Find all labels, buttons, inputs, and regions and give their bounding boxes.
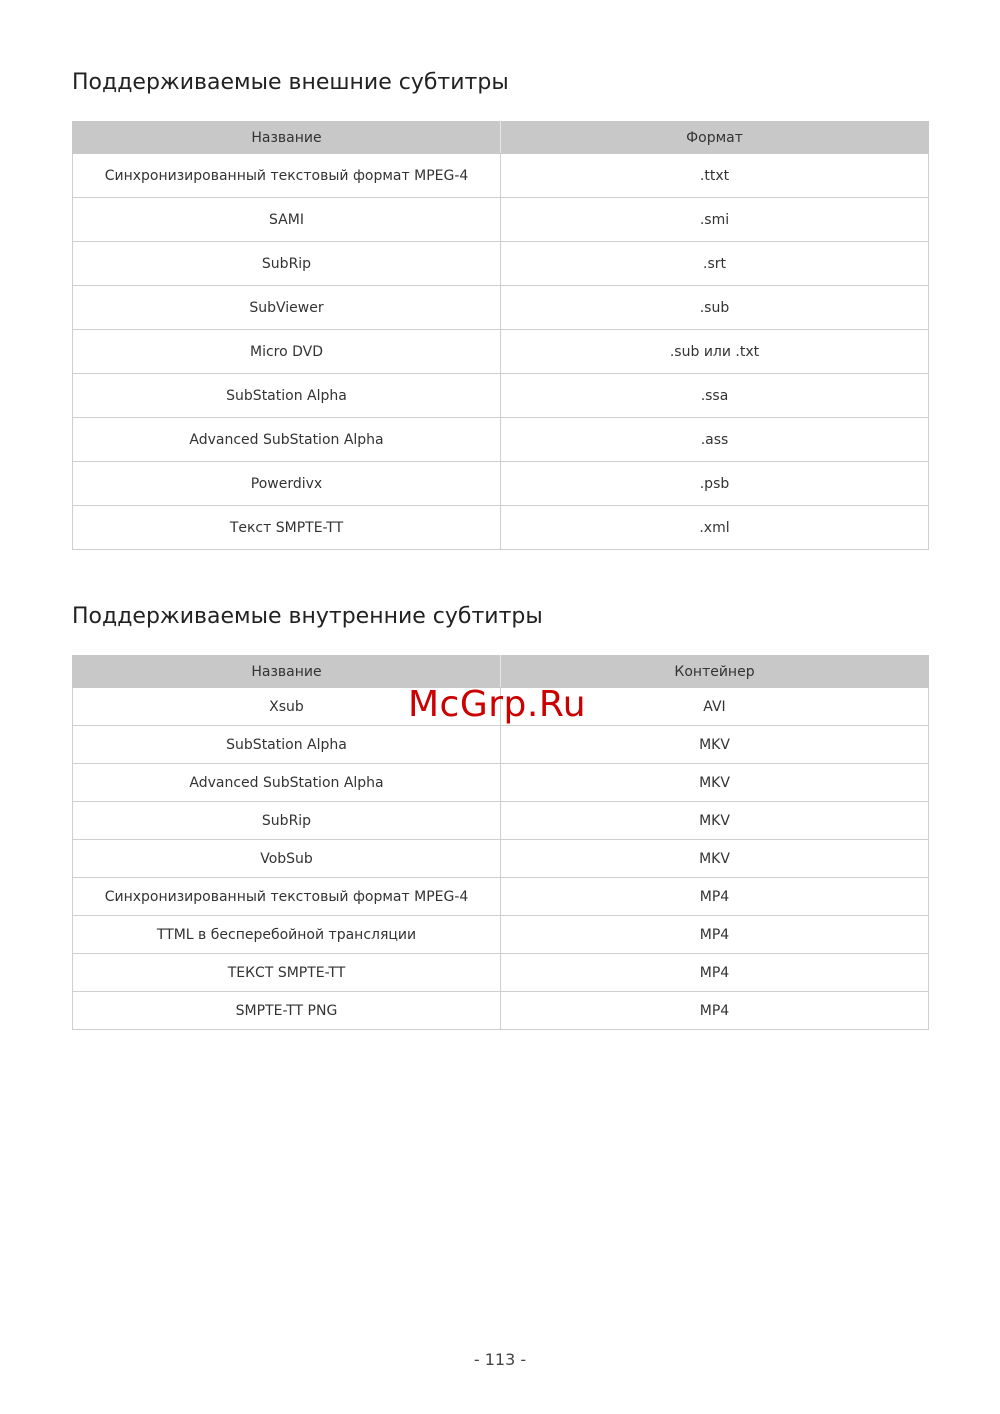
subtitle-name-cell: Xsub [73, 688, 501, 726]
table-header-row [73, 122, 929, 154]
subtitle-container-cell: MKV [501, 726, 929, 764]
section-title-internal-subtitles: Поддерживаемые внутренние субтитры [72, 604, 543, 629]
section-title-external-subtitles: Поддерживаемые внешние субтитры [72, 70, 509, 95]
column-header-container: Контейнер [501, 656, 929, 688]
subtitle-container-cell: MP4 [501, 954, 929, 992]
table-row [73, 992, 929, 1030]
subtitle-name-cell: SubStation Alpha [73, 726, 501, 764]
table-row [73, 764, 929, 802]
column-header-format: Формат [501, 122, 929, 154]
subtitle-name-cell: Синхронизированный текстовый формат MPEG-4 [73, 878, 501, 916]
subtitle-name-cell: Синхронизированный текстовый формат MPEG-4 [73, 154, 501, 198]
subtitle-name-cell: SubRip [73, 242, 501, 286]
table-row [73, 330, 929, 374]
subtitle-name-cell: Advanced SubStation Alpha [73, 418, 501, 462]
subtitle-container-cell: MP4 [501, 878, 929, 916]
table-row [73, 198, 929, 242]
page-number: - 113 - [473, 1350, 527, 1369]
watermark: McGrp.Ru [408, 684, 587, 725]
column-header-name: Название [73, 122, 501, 154]
subtitle-format-cell: .sub [501, 286, 929, 330]
table-row [73, 506, 929, 550]
subtitle-container-cell: MKV [501, 840, 929, 878]
subtitle-format-cell: .srt [501, 242, 929, 286]
subtitle-format-cell: .smi [501, 198, 929, 242]
subtitle-name-cell: Текст SMPTE-TT [73, 506, 501, 550]
subtitle-name-cell: Powerdivx [73, 462, 501, 506]
subtitle-container-cell: MKV [501, 802, 929, 840]
subtitle-format-cell: .ass [501, 418, 929, 462]
table-header-row [73, 656, 929, 688]
table-row [73, 418, 929, 462]
table-row [73, 916, 929, 954]
table-row [73, 374, 929, 418]
subtitle-container-cell: MP4 [501, 992, 929, 1030]
subtitle-name-cell: SAMI [73, 198, 501, 242]
table-row [73, 242, 929, 286]
table-row [73, 726, 929, 764]
subtitle-name-cell: Micro DVD [73, 330, 501, 374]
table-row [73, 286, 929, 330]
subtitle-name-cell: VobSub [73, 840, 501, 878]
subtitle-container-cell: MKV [501, 764, 929, 802]
subtitle-name-cell: TTML в бесперебойной трансляции [73, 916, 501, 954]
subtitle-container-cell: AVI [501, 688, 929, 726]
subtitle-name-cell: ТЕКСТ SMPTE-TT [73, 954, 501, 992]
subtitle-container-cell: MP4 [501, 916, 929, 954]
subtitle-name-cell: SubStation Alpha [73, 374, 501, 418]
subtitle-format-cell: .ttxt [501, 154, 929, 198]
external-subtitles-table [72, 121, 929, 550]
table-row [73, 878, 929, 916]
subtitle-name-cell: SubViewer [73, 286, 501, 330]
table-row [73, 954, 929, 992]
subtitle-format-cell: .xml [501, 506, 929, 550]
subtitle-name-cell: SubRip [73, 802, 501, 840]
subtitle-name-cell: Advanced SubStation Alpha [73, 764, 501, 802]
table-row [73, 462, 929, 506]
table-row [73, 840, 929, 878]
subtitle-format-cell: .sub или .txt [501, 330, 929, 374]
column-header-name: Название [73, 656, 501, 688]
table-row [73, 154, 929, 198]
subtitle-name-cell: SMPTE-TT PNG [73, 992, 501, 1030]
subtitle-format-cell: .ssa [501, 374, 929, 418]
table-row [73, 802, 929, 840]
subtitle-format-cell: .psb [501, 462, 929, 506]
